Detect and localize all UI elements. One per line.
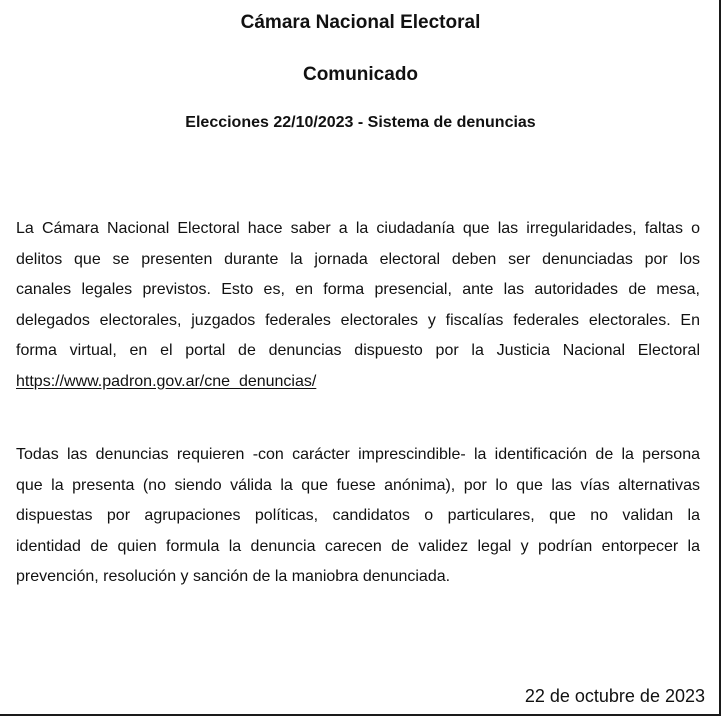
paragraph-line: que la presenta (no siendo válida la que fuese anónima), por lo que las vías alternativas <box>16 476 700 494</box>
subject-heading: Elecciones 22/10/2023 - Sistema de denuncias <box>185 114 536 131</box>
document-date: 22 de octubre de 2023 <box>524 686 705 706</box>
paragraph-line: delitos que se presenten durante la jornada electoral deben ser denunciadas por los <box>16 250 700 268</box>
paragraph-line: Todas las denuncias requieren -con carácter imprescindible- la identificación de la persona <box>16 446 700 463</box>
paragraph-line: forma virtual, en el portal de denuncias dispuesto por la Justicia Nacional Electoral <box>16 342 700 359</box>
paragraph-reporting-channels <box>16 214 700 397</box>
paragraph-line: prevención, resolución y sanción de la maniobra denunciada. <box>16 568 451 585</box>
paragraph-identification-requirement <box>16 440 700 593</box>
paragraph-line: delegados electorales, juzgados federales electorales y fiscalías federales electorales. En <box>16 311 700 329</box>
paragraph-line: La Cámara Nacional Electoral hace saber a la ciudadanía que las irregularidades, faltas o <box>16 220 700 237</box>
paragraph-line: canales legales previstos. Esto es, en forma presencial, ante las autoridades de mesa, <box>16 281 700 298</box>
denuncias-portal-link[interactable]: https://www.padron.gov.ar/cne_denuncias/ <box>16 372 317 390</box>
institution-title: Cámara Nacional Electoral <box>240 12 481 33</box>
paragraph-line <box>16 367 700 398</box>
paragraph-line: identidad de quien formula la denuncia carecen de validez legal y podrían entorpecer la <box>16 537 700 555</box>
document-type-title: Comunicado <box>302 64 419 85</box>
paragraph-line: dispuestas por agrupaciones políticas, candidatos o particulares, que no validan la <box>16 507 700 524</box>
